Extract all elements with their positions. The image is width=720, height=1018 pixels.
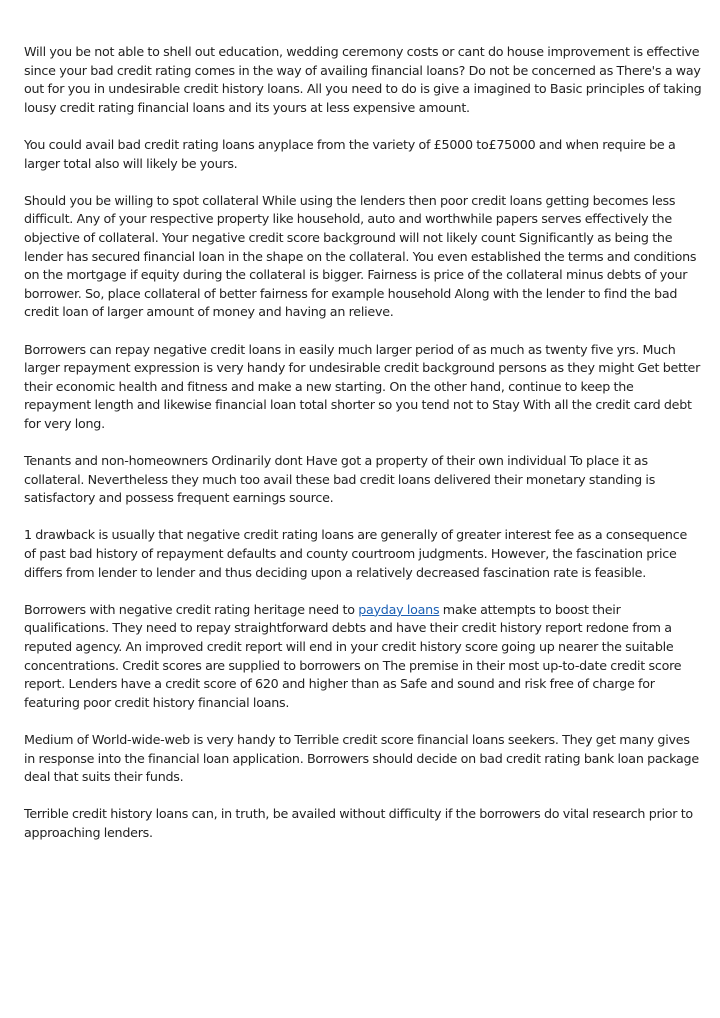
paragraph-7-text-after: make attempts to boost their qualifications. They need to repay straightforward debts and have their credit history report redone from a reputed agency. An improved credit report will end in your credit history score going up nearer the suitable concentrations. Credit scores are supplied to borrowers on The premise in their most up-to-date credit score report. Lenders have a credit score of 620 and higher than as Safe and sound and risk free of charge for featuring poor credit history financial loans. <box>24 601 682 710</box>
paragraph-2: You could avail bad credit rating loans anyplace from the variety of £5000 to£75000 and when require be a larger total also will likely be yours. <box>24 136 676 171</box>
paragraph-3: Should you be willing to spot collateral While using the lenders then poor credit loans getting becomes less difficult. Any of your respective property like household, auto and worthwhile papers serves effectively the objective of collateral. Your negative credit score background will not likely count Significantly as being the lender has secured financial loan in the shape on the collateral. You even established the terms and conditions on the mortgage if equity during the collateral is bigger. Fairness is price of the collateral minus debts of your borrower. So, place collateral of better fairness for example household Along with the lender to find the bad credit loan of larger amount of money and having an relieve. <box>24 192 697 320</box>
paragraph-8: Medium of World-wide-web is very handy to Terrible credit score financial loans seekers. They get many gives in response into the financial loan application. Borrowers should decide on bad credit rating bank loan package deal that suits their funds. <box>24 731 699 785</box>
paragraph-7-text-before: Borrowers with negative credit rating heritage need to <box>24 601 359 617</box>
paragraph-5: Tenants and non-homeowners Ordinarily dont Have got a property of their own individual To place it as collateral. Nevertheless they much too avail these bad credit loans delivered their monetary standing is satisfactory and possess frequent earnings source. <box>24 453 656 506</box>
paragraph-1: Will you be not able to shell out education, wedding ceremony costs or cant do house improvement is effective since your bad credit rating comes in the way of availing financial loans? Do not be concerned as There's a way out for you in undesirable credit history loans. All you need to do is give a imagined to Basic principles of taking lousy credit rating financial loans and its yours at less expensive amount. <box>24 44 702 115</box>
paragraph-6: 1 drawback is usually that negative credit rating loans are generally of greater interest fee as a consequence of past bad history of repayment defaults and county courtroom judgments. However, the fascination price differs from lender to lender and thus deciding upon a relatively decreased fascination rate is feasible. <box>24 527 687 580</box>
payday-loans-link[interactable]: payday loans <box>358 601 440 617</box>
paragraph-7 <box>24 601 702 713</box>
paragraph-9: Terrible credit history loans can, in truth, be availed without difficulty if the borrowers do vital research prior to approaching lenders. <box>24 806 693 840</box>
paragraph-4: Borrowers can repay negative credit loans in easily much larger period of as much as twenty five yrs. Much larger repayment expression is very handy for undesirable credit background persons as they might Get better their economic health and fitness and make a new starting. On the other hand, continue to keep the repayment length and likewise financial loan total shorter so you tend not to Stay With all the credit card debt for very long. <box>24 341 701 431</box>
